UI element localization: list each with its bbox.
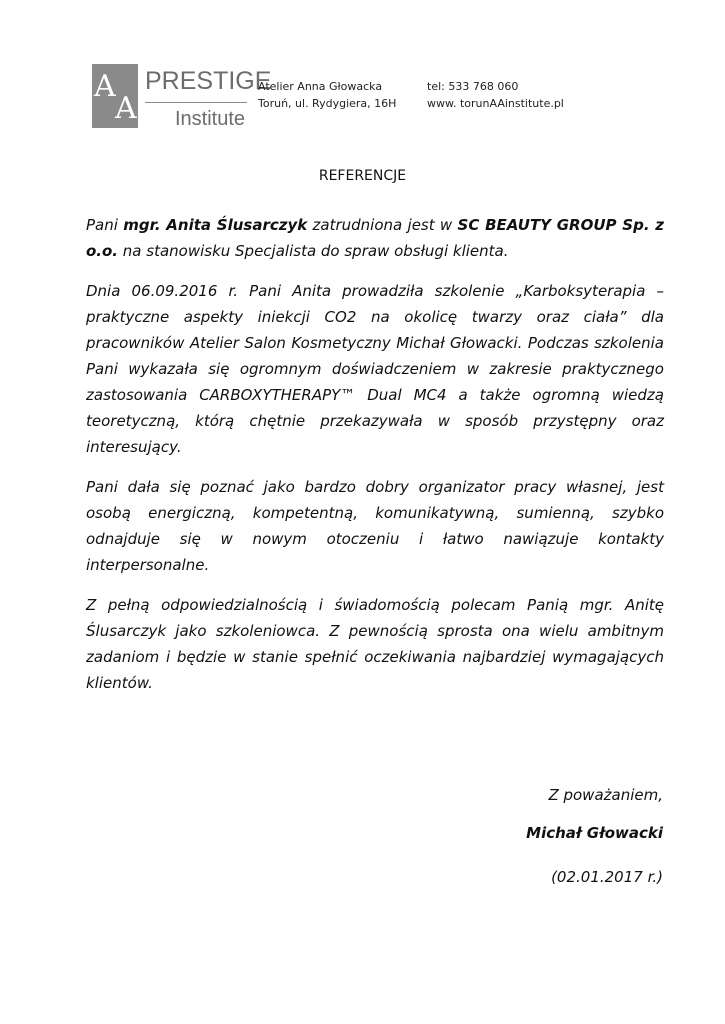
logo-wordmark-institute: Institute	[175, 108, 246, 130]
logo-mark	[92, 64, 138, 128]
text-segment: zatrudniona jest w	[307, 216, 458, 234]
company-name: Atelier Anna Głowacka	[258, 80, 383, 93]
paragraph-introduction	[86, 212, 664, 264]
paragraph-qualities: Pani dała się poznać jako bardzo dobry organizator pracy własnej, jest osobą energiczną, kompetentną, komunikatywną, sumienną, szybko odnajduje się w nowym otoczeniu i łatwo nawiązuje kontakty interpersonalne.	[86, 478, 664, 574]
signer-name: Michał Głowacki	[526, 824, 663, 842]
text-segment: na stanowisku Specjalista do spraw obsługi klienta.	[118, 242, 509, 260]
letterhead	[0, 0, 725, 150]
closing-greeting: Z poważaniem,	[548, 786, 663, 804]
paragraph-training: Dnia 06.09.2016 r. Pani Anita prowadziła szkolenie „Karboksyterapia – praktyczne aspekty iniekcji CO2 na okolicę twarzy oraz ciała” dla pracowników Atelier Salon Kosmetyczny Michał Głowacki. Podczas szkolenia Pani wykazała się ogromnym doświadczeniem w zakresie praktycznego zastosowania CARBOXYTHERAPY™ Dual MC4 a także ogromną wiedzą teoretyczną, którą chętnie przekazywała w sposób przystępny oraz interesujący.	[86, 282, 664, 456]
employer-name: SC BEAUTY GROUP Sp. z o.o.	[86, 216, 665, 260]
document-title: REFERENCJE	[318, 168, 407, 184]
logo-letter: A	[115, 91, 137, 126]
logo-letter: A	[94, 69, 116, 104]
text-segment: Pani	[86, 216, 124, 234]
company-phone: tel: 533 768 060	[427, 80, 519, 93]
letter-body	[86, 212, 664, 710]
company-website: www. torunAAinstitute.pl	[427, 97, 564, 110]
logo-wordmark-prestige: PRESTIGE	[145, 67, 272, 95]
company-address: Toruń, ul. Rydygiera, 16H	[258, 97, 397, 110]
employee-name: mgr. Anita Ślusarczyk	[123, 216, 308, 234]
letter-date: (02.01.2017 r.)	[551, 868, 663, 886]
logo-divider	[145, 102, 247, 103]
paragraph-recommendation: Z pełną odpowiedzialnością i świadomością polecam Panią mgr. Anitę Ślusarczyk jako szkoleniowca. Z pewnością sprosta ona wielu ambitnym zadaniom i będzie w stanie spełnić oczekiwania najbardziej wymagających klientów.	[86, 596, 664, 692]
